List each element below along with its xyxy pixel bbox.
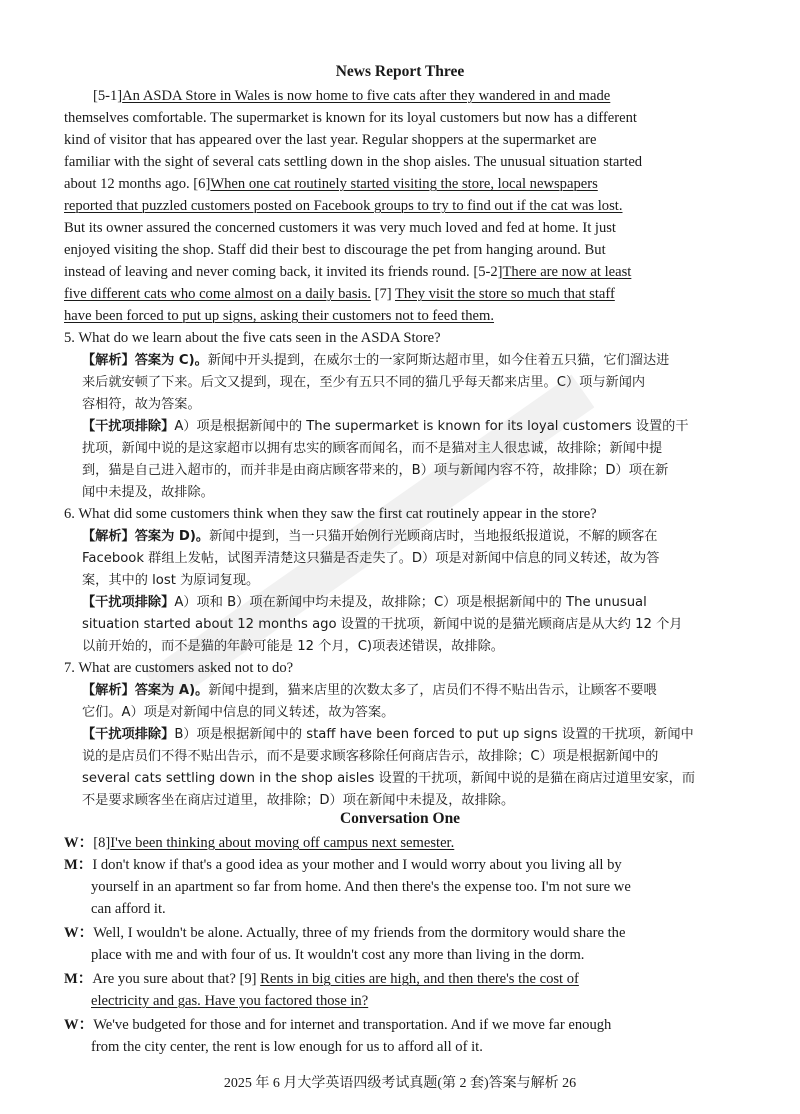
conv-m-1-line-3: can afford it. [91,901,166,917]
conv-m-1-line-2: yourself in an apartment so far from home. And then there's the expense too. I'm not sure we [91,879,631,895]
distractor-5-line-1: 【干扰项排除】A）项是根据新闻中的 The supermarket is known for its loyal customers 设置的干 [82,419,689,434]
answer-6-line-1: 【解析】答案为 D)。新闻中提到，当一只猫开始例行光顾商店时，当地报纸报道说，不解的顾客在 [82,529,658,544]
conv-w-3-line-2: from the city center, the rent is low enough for us to afford all of it. [91,1039,483,1055]
heading-conversation-one: Conversation One [339,810,461,827]
page-footer: 2025 年 6 月大学英语四级考试真题(第 2 套)答案与解析 26 [223,1076,577,1091]
distractor-6-line-3: 以前开始的，而不是猫的年龄可能是 12 个月，C)项表述错误，故排除。 [82,639,504,654]
news-line-5: about 12 months ago. [6]When one cat routinely started visiting the store, local newspapers [64,176,598,192]
news-line-8: enjoyed visiting the shop. Staff did their best to discourage the pet from hanging around. But [64,242,606,258]
question-5: 5. What do we learn about the five cats seen in the ASDA Store? [64,330,441,346]
distractor-5-line-4: 闻中未提及，故排除。 [82,485,214,500]
answer-5-line-3: 容相符，故为答案。 [82,397,201,412]
distractor-7-line-3: several cats settling down in the shop aisles 设置的干扰项，新闻中说的是猫在商店过道里安家，而 [82,771,696,786]
distractor-7-line-1: 【干扰项排除】B）项是根据新闻中的 staff have been forced to put up signs 设置的干扰项，新闻中 [82,727,694,742]
answer-5-line-1: 【解析】答案为 C)。新闻中开头提到，在威尔士的一家阿斯达超市里，如今住着五只猫，它们溜达进 [82,353,670,368]
question-7: 7. What are customers asked not to do? [64,660,294,676]
conv-w-1: W：[8]I've been thinking about moving off campus next semester. [64,835,455,851]
distractor-7-line-4: 不是要求顾客坐在商店过道里，故排除；D）项在新闻中未提及，故排除。 [82,793,515,808]
answer-5-line-2: 来后就安顿了下来。后文又提到，现在，至少有五只不同的猫几乎每天都来店里。C）项与新闻内 [82,375,646,390]
distractor-6-line-1: 【干扰项排除】A）项和 B）项在新闻中均未提及，故排除；C）项是根据新闻中的 The unusual [82,595,647,610]
answer-6-line-3: 案，其中的 lost 为原词复现。 [82,573,260,588]
news-line-1: [5-1]An ASDA Store in Wales is now home to five cats after they wandered in and made [92,88,611,104]
distractor-6-line-2: situation started about 12 months ago 设置的干扰项，新闻中说的是猫光顾商店是从大约 12 个月 [82,617,683,632]
news-line-7: But its owner assured the concerned customers it was very much loved and fed at home. It just [64,220,616,236]
news-line-9: instead of leaving and never coming back, it invited its friends round. [5-2]There are now at least [64,264,632,280]
conv-w-3-line-1: W：We've budgeted for those and for internet and transportation. And if we move far enough [64,1017,612,1033]
conv-w-2-line-1: W：Well, I wouldn't be alone. Actually, three of my friends from the dormitory would share the [64,925,626,941]
news-line-11: have been forced to put up signs, asking their customers not to feed them. [64,308,495,324]
news-line-2: themselves comfortable. The supermarket is known for its loyal customers but now has a different [64,110,637,126]
answer-6-line-2: Facebook 群组上发帖，试图弄清楚这只猫是否走失了。D）项是对新闻中信息的同义转述，故为答 [82,551,660,566]
news-line-4: familiar with the sight of several cats settling down in the shop aisles. The unusual situation started [64,154,643,170]
answer-7-line-1: 【解析】答案为 A)。新闻中提到，猫来店里的次数太多了，店员们不得不贴出告示，让顾客不要喂 [82,683,657,698]
distractor-5-line-3: 到，猫是自己进入超市的，而并非是由商店顾客带来的，B）项与新闻内容不符，故排除；D）项在新 [82,463,669,478]
answer-7-line-2: 它们。A）项是对新闻中信息的同义转述，故为答案。 [82,705,395,720]
conv-w-2-line-2: place with me and with four of us. It wouldn't cost any more than living in the dorm. [91,947,585,963]
distractor-7-line-2: 说的是店员们不得不贴出告示，而不是要求顾客移除任何商店告示，故排除；C）项是根据新闻中的 [82,749,659,764]
conv-m-1-line-1: M：I don't know if that's a good idea as your mother and I would worry about you living all by [64,857,622,873]
distractor-5-line-2: 扰项，新闻中说的是这家超市以拥有忠实的顾客而闻名，而不是猫对主人很忠诚，故排除；新闻中提 [82,441,663,456]
news-line-6: reported that puzzled customers posted on Facebook groups to try to find out if the cat was lost. [64,198,623,214]
news-line-10: five different cats who come almost on a daily basis. [7] They visit the store so much that staff [64,286,615,302]
question-6: 6. What did some customers think when they saw the first cat routinely appear in the store? [64,506,597,522]
conv-m-2-line-2: electricity and gas. Have you factored those in? [91,993,369,1009]
conv-m-2-line-1: M：Are you sure about that? [9] Rents in big cities are high, and then there's the cost of [64,971,579,987]
heading-news-report-three: News Report Three [335,63,465,80]
news-line-3: kind of visitor that has appeared over the last year. Regular shoppers at the supermarket are [64,132,597,148]
